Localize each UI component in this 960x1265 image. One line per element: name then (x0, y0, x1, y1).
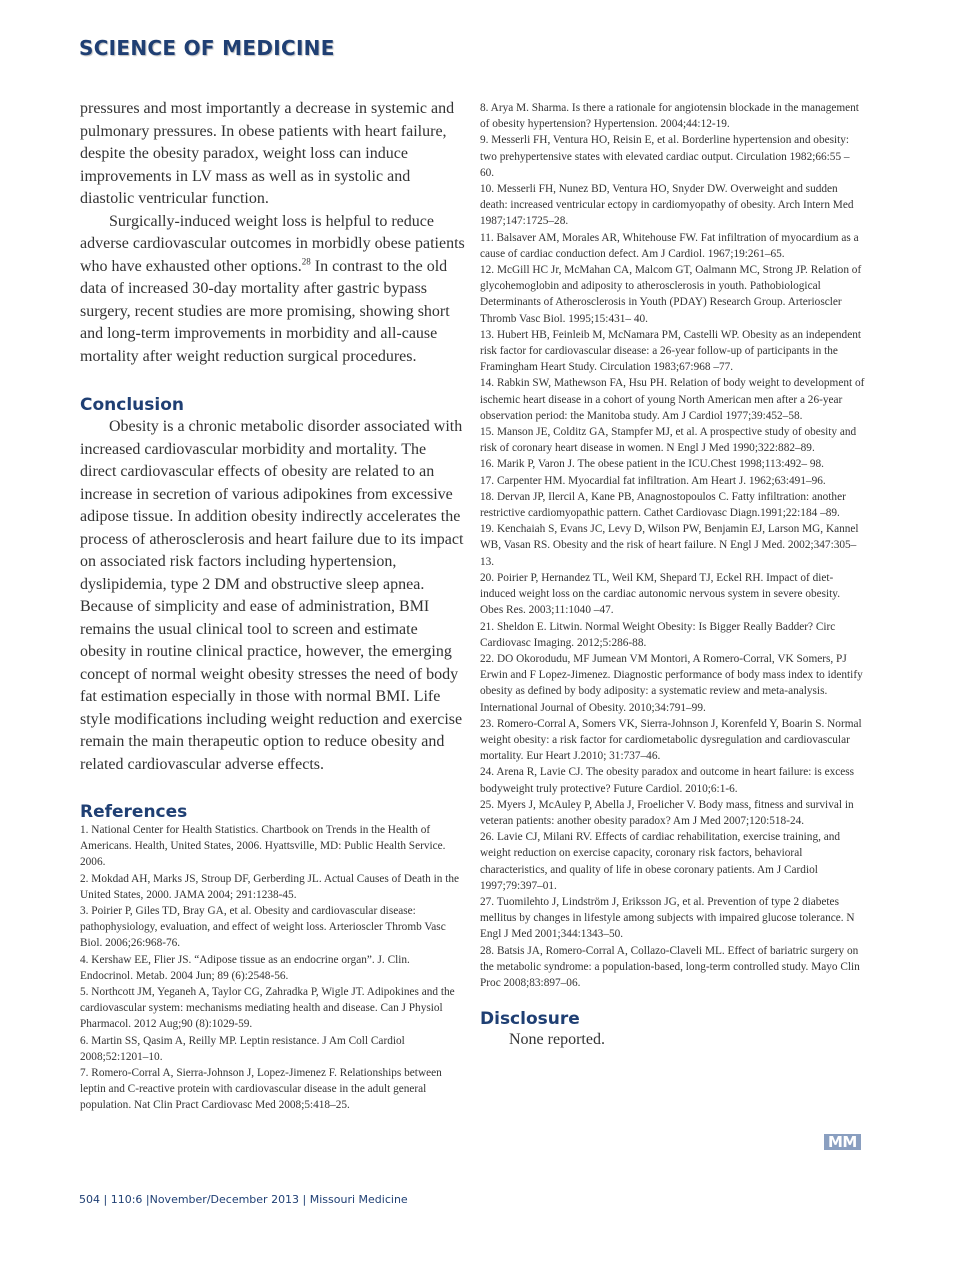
reference-item: 4. Kershaw EE, Flier JS. “Adipose tissue as an endocrine organ”. J. Clin. Endocrinol. Metab. 2004 Jun; 89 (6):2548-56. (80, 953, 410, 982)
reference-item: 18. Dervan JP, Ilercil A, Kane PB, Anagnostopoulos C. Fatty infiltration: another restrictive cardiomyopathic pattern. Cathet Cardiovasc Diagn.1991;22:184 –89. (480, 490, 846, 520)
reference-item: 27. Tuomilehto J, Lindström J, Eriksson JG, et al. Prevention of type 2 diabetes mellitus by changes in lifestyle among subjects with impaired glucose tolerance. N Engl J Med 2001;344:1343–50. (480, 895, 855, 941)
reference-item: 15. Manson JE, Colditz GA, Stampfer MJ, et al. A prospective study of obesity and risk of coronary heart disease in women. N Engl J Med 1990;322:882–89. (480, 426, 857, 455)
reference-item: 11. Balsaver AM, Morales AR, Whitehouse FW. Fat infiltration of myocardium as a cause of cardiac conduction defect. Am J Cardiol. 1967;19:261–65. (480, 231, 859, 260)
page-footer: 504 | 110:6 |November/December 2013 | Missouri Medicine (79, 1193, 408, 1206)
conclusion-paragraph: Obesity is a chronic metabolic disorder associated with increased cardiovascular morbidity and mortality. The direct cardiovascular effects of obesity are related to an increase in secretion of various adipokines from excessive adipose tissue. In addition obesity indirectly accelerates the process of atherosclerosis and heart failure due to its impact on associated risk factors including hypertension, dyslipidemia, type 2 DM and obstructive sleep apnea. Because of simplicity and ease of administration, BMI remains the usual clinical tool to screen and estimate obesity in routine clinical practice, however, the emerging concept of normal weight obesity stresses the need of body fat estimation especially in those with normal BMI. Life style modifications including weight reduction and exercise remain the main therapeutic option to reduce obesity and related cardiovascular adverse effects. (80, 418, 464, 773)
reference-list-right (480, 100, 865, 991)
reference-item: 6. Martin SS, Qasim A, Reilly MP. Leptin resistance. J Am Coll Cardiol 2008;52:1201–10. (80, 1034, 405, 1063)
citation-superscript: 28 (301, 256, 311, 267)
paragraph-weight-loss-effects: pressures and most importantly a decrease in systemic and pulmonary pressures. In obese patients with heart failure, despite the obesity paradox, weight loss can induce improvements in LV mass as well as in systolic and diastolic ventricular function. (80, 100, 455, 207)
reference-item: 12. McGill HC Jr, McMahan CA, Malcom GT, Oalmann MC, Strong JP. Relation of glycohemoglobin and adiposity to atherosclerosis in youth. Pathobiological Determinants of Atherosclerosis in Youth (PDAY) Research Group. Arterioscler Thromb Vasc Biol. 1995;15:431– 40. (480, 264, 862, 325)
reference-item: 22. DO Okorodudu, MF Jumean VM Montori, A Romero-Corral, VK Somers, PJ Erwin and F Lopez-Jimenez. Diagnostic performance of body mass index to identify obesity as defined by body adiposity: a systematic review and meta-analysis. International Journal of Obesity. 2010;34:791–99. (480, 652, 863, 714)
reference-item: 8. Arya M. Sharma. Is there a rationale for angiotensin blockade in the management of obesity hypertension? Hypertension. 2004;44:12-19. (480, 102, 859, 131)
reference-item: 1. National Center for Health Statistics. Chartbook on Trends in the Health of Americans. Health, United States, 2006. Hyattsville, MD: Public Health Service. 2006. (80, 824, 446, 869)
reference-item: 5. Northcott JM, Yeganeh A, Taylor CG, Zahradka P, Wigle JT. Adipokines and the cardiovascular system: mechanisms mediating health and disease. Can J Physiol Pharmacol. 2012 Aug;90 (8):1029-59. (80, 986, 455, 1031)
page-header-title: SCIENCE OF MEDICINE (79, 36, 335, 60)
reference-item: 19. Kenchaiah S, Evans JC, Levy D, Wilson PW, Benjamin EJ, Larson MG, Kannel WB, Vasan RS. Obesity and the risk of heart failure. N Engl J Med. 2002;347:305–13. (480, 523, 859, 568)
reference-item: 17. Carpenter HM. Myocardial fat infiltration. Am Heart J. 1962;63:491–96. (480, 474, 826, 487)
reference-item: 28. Batsis JA, Romero-Corral A, Collazo-Claveli ML. Effect of bariatric surgery on the metabolic syndrome: a population-based, long-term controlled study. Mayo Clin Proc 2008;83:897–06. (480, 944, 860, 989)
reference-item: 9. Messerli FH, Ventura HO, Reisin E, et al. Borderline hypertension and obesity: two prehypertensive states with elevated cardiac output. Circulation 1982;66:55 – 60. (480, 134, 850, 179)
paragraph-surgical-weight-loss (80, 211, 465, 369)
references-heading: References (80, 802, 188, 822)
reference-item: 2. Mokdad AH, Marks JS, Stroup DF, Gerberding JL. Actual Causes of Death in the United States, 2000. JAMA 2004; 291:1238-45. (80, 872, 460, 901)
reference-item: 26. Lavie CJ, Milani RV. Effects of cardiac rehabilitation, exercise training, and weight reduction on exercise capacity, coronary risk factors, behavioral characteristics, and quality of life in obese coronary patients. Am J Cardiol 1997;79:397–01. (480, 831, 841, 892)
disclosure-text: None reported. (509, 1031, 605, 1049)
reference-item: 7. Romero-Corral A, Sierra-Johnson J, Lopez-Jimenez F. Relationships between leptin and C-reactive protein with cardiovascular disease in the adult general population. Nat Clin Pract Cardiovasc Med 2008;5:418–25. (80, 1067, 442, 1112)
reference-list-left (80, 822, 465, 1114)
left-column (80, 98, 465, 1114)
reference-item: 14. Rabkin SW, Mathewson FA, Hsu PH. Relation of body weight to development of ischemic heart disease in a cohort of young North American men after a 26-year observation period: the Manitoba study. Am J Cardiol 1977;39:452–58. (480, 377, 865, 422)
missouri-medicine-logo: MM (824, 1134, 861, 1150)
paragraph-surgical-text-a: Surgically-induced weight loss is helpful to reduce adverse cardiovascular outcomes in morbidly obese patients who have exhausted other options. (80, 212, 465, 275)
reference-item: 24. Arena R, Lavie CJ. The obesity paradox and outcome in heart failure: is excess bodyweight truly protective? Future Cardiol. 2010;6:1-6. (480, 766, 855, 795)
conclusion-heading: Conclusion (80, 395, 184, 415)
disclosure-heading: Disclosure (480, 1009, 580, 1030)
reference-item: 16. Marik P, Varon J. The obese patient in the ICU.Chest 1998;113:492– 98. (480, 458, 825, 471)
reference-item: 3. Poirier P, Giles TD, Bray GA, et al. Obesity and cardiovascular disease: pathophysiology, evaluation, and effect of weight loss. Arterioscler Thromb Vasc Biol. 2006;26:968-76. (80, 905, 446, 950)
reference-item: 10. Messerli FH, Nunez BD, Ventura HO, Snyder DW. Overweight and sudden death: increased ventricular ectopy in cardiomyopathy of obesity. Arch Intern Med 1987;147:1725–28. (480, 183, 854, 228)
reference-item: 13. Hubert HB, Feinleib M, McNamara PM, Castelli WP. Obesity as an independent risk factor for cardiovascular disease: a 26-year follow-up of participants in the Framingham Heart Study. Circulation 1983;67:968 –77. (480, 328, 862, 374)
right-column (480, 100, 865, 1052)
reference-item: 21. Sheldon E. Litwin. Normal Weight Obesity: Is Bigger Really Badder? Circ Cardiovasc Imaging. 2012;5:286-88. (480, 620, 836, 649)
reference-item: 20. Poirier P, Hernandez TL, Weil KM, Shepard TJ, Eckel RH. Impact of diet-induced weight loss on the cardiac autonomic nervous system in severe obesity. Obes Res. 2003;11:1040 –47. (480, 571, 841, 617)
reference-item: 23. Romero-Corral A, Somers VK, Sierra-Johnson J, Korenfeld Y, Boarin S. Normal weight obesity: a risk factor for cardiometabolic dysregulation and cardiovascular mortality. Eur Heart J.2010; 31:737–46. (480, 717, 862, 763)
paragraph-surgical-text-b: In contrast to the old data of increased 30-day mortality after gastric bypass surgery, recent studies are more promising, showing short and long-term improvements in morbidity and all-cause mortality after weight reduction surgical procedures. (80, 257, 450, 365)
reference-item: 25. Myers J, McAuley P, Abella J, Froelicher V. Body mass, fitness and survival in veteran patients: another obesity paradox? Am J Med 2007;120:518-24. (480, 798, 854, 827)
